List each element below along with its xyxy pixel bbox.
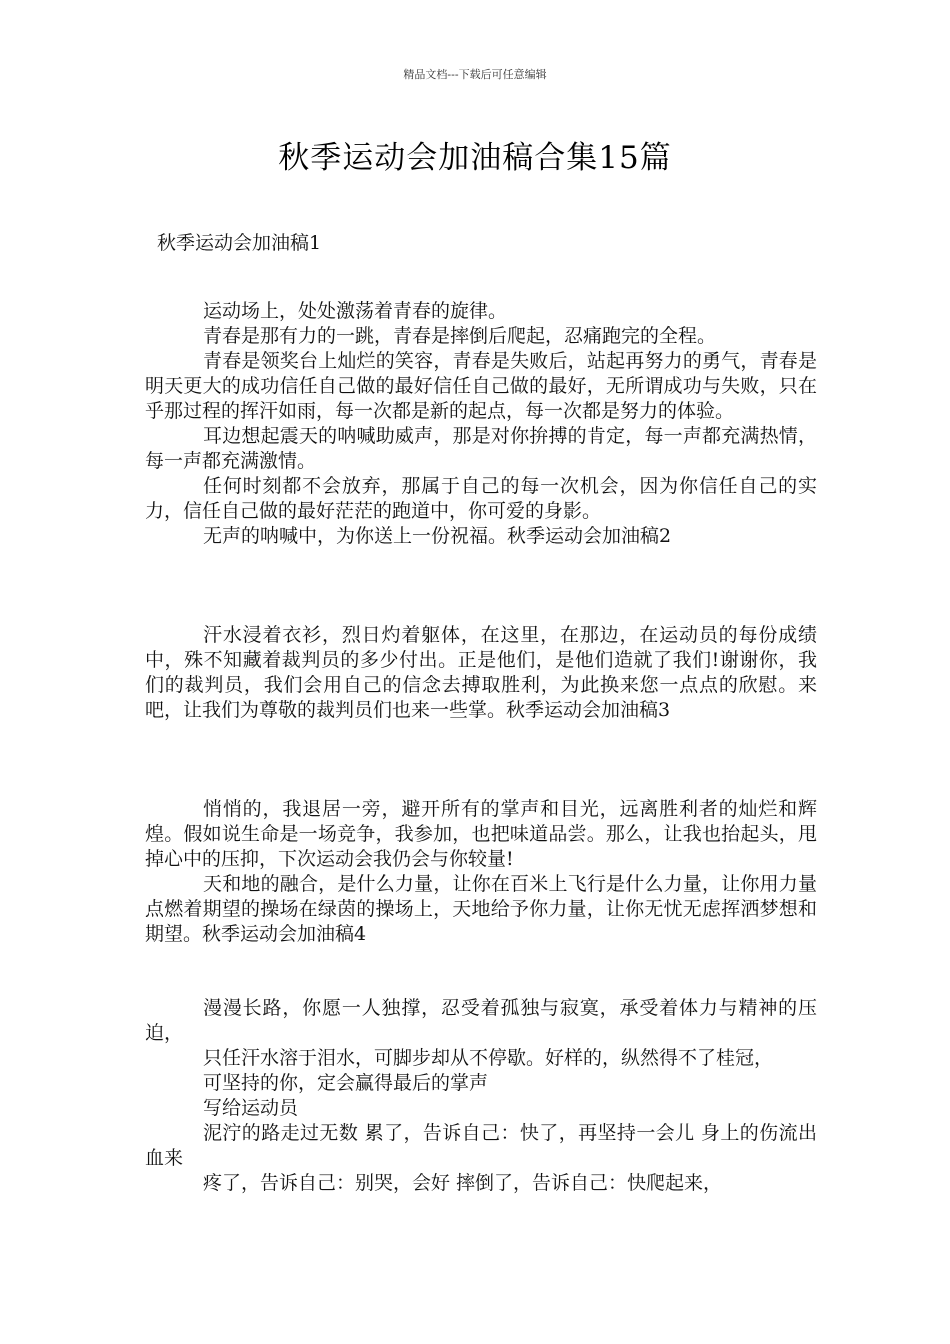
paragraph: 只任汗水溶于泪水，可脚步却从不停歇。好样的，纵然得不了桂冠， <box>203 1047 774 1069</box>
paragraph: 悄悄的，我退居一旁，避开所有的掌声和目光，远离胜利者的灿烂和辉煌。假如说生命是一场竞争，我参加，也把味道品尝。那么，让我也抬起头，甩掉心中的压抑，下次运动会我仍会与你较量! <box>145 798 817 870</box>
paragraph: 青春是领奖台上灿烂的笑容，青春是失败后，站起再努力的勇气，青春是明天更大的成功信任自己做的最好信任自己做的最好，无所谓成功与失败，只在乎那过程的挥汗如雨，每一次都是新的起点，每一次都是努力的体验。 <box>145 350 817 422</box>
paragraph: 运动场上，处处激荡着青春的旋律。 <box>203 300 508 322</box>
page-header: 精品文档---下载后可任意编辑 <box>403 68 547 81</box>
paragraph: 可坚持的你，定会赢得最后的掌声 <box>203 1072 489 1094</box>
paragraph: 疼了，告诉自己：别哭，会好 摔倒了，告诉自己：快爬起来， <box>203 1172 723 1194</box>
paragraph: 任何时刻都不会放弃，那属于自己的每一次机会，因为你信任自己的实力，信任自己做的最好茫茫的跑道中，你可爱的身影。 <box>145 475 817 522</box>
text-block-1 <box>145 299 817 549</box>
paragraph: 汗水浸着衣衫，烈日灼着躯体，在这里，在那边，在运动员的每份成绩中，殊不知藏着裁判员的多少付出。正是他们，是他们造就了我们!谢谢你，我们的裁判员，我们会用自己的信念去搏取胜利，为此换来您一点点的欣慰。来吧，让我们为尊敬的裁判员们也来一些掌。秋季运动会加油稿3 <box>145 624 817 721</box>
document-title: 秋季运动会加油稿合集15篇 <box>278 140 672 176</box>
text-block-3 <box>145 797 817 947</box>
paragraph: 无声的呐喊中，为你送上一份祝福。秋季运动会加油稿2 <box>203 525 672 547</box>
text-block-2 <box>145 623 817 723</box>
paragraph: 漫漫长路，你愿一人独撑，忍受着孤独与寂寞，承受着体力与精神的压迫， <box>145 997 817 1044</box>
paragraph: 耳边想起震天的呐喊助威声，那是对你拚搏的肯定，每一声都充满热情，每一声都充满激情。 <box>145 425 817 472</box>
paragraph: 天和地的融合，是什么力量，让你在百米上飞行是什么力量，让你用力量点燃着期望的操场在绿茵的操场上，天地给予你力量，让你无忧无虑挥洒梦想和期望。秋季运动会加油稿4 <box>145 873 817 945</box>
section-heading: 秋季运动会加油稿1 <box>157 232 322 254</box>
text-block-4 <box>145 996 817 1196</box>
paragraph: 泥泞的路走过无数 累了，告诉自己：快了，再坚持一会儿 身上的伤流出血来 <box>145 1122 817 1169</box>
paragraph: 写给运动员 <box>203 1097 299 1119</box>
paragraph: 青春是那有力的一跳，青春是摔倒后爬起，忍痛跑完的全程。 <box>203 325 717 347</box>
